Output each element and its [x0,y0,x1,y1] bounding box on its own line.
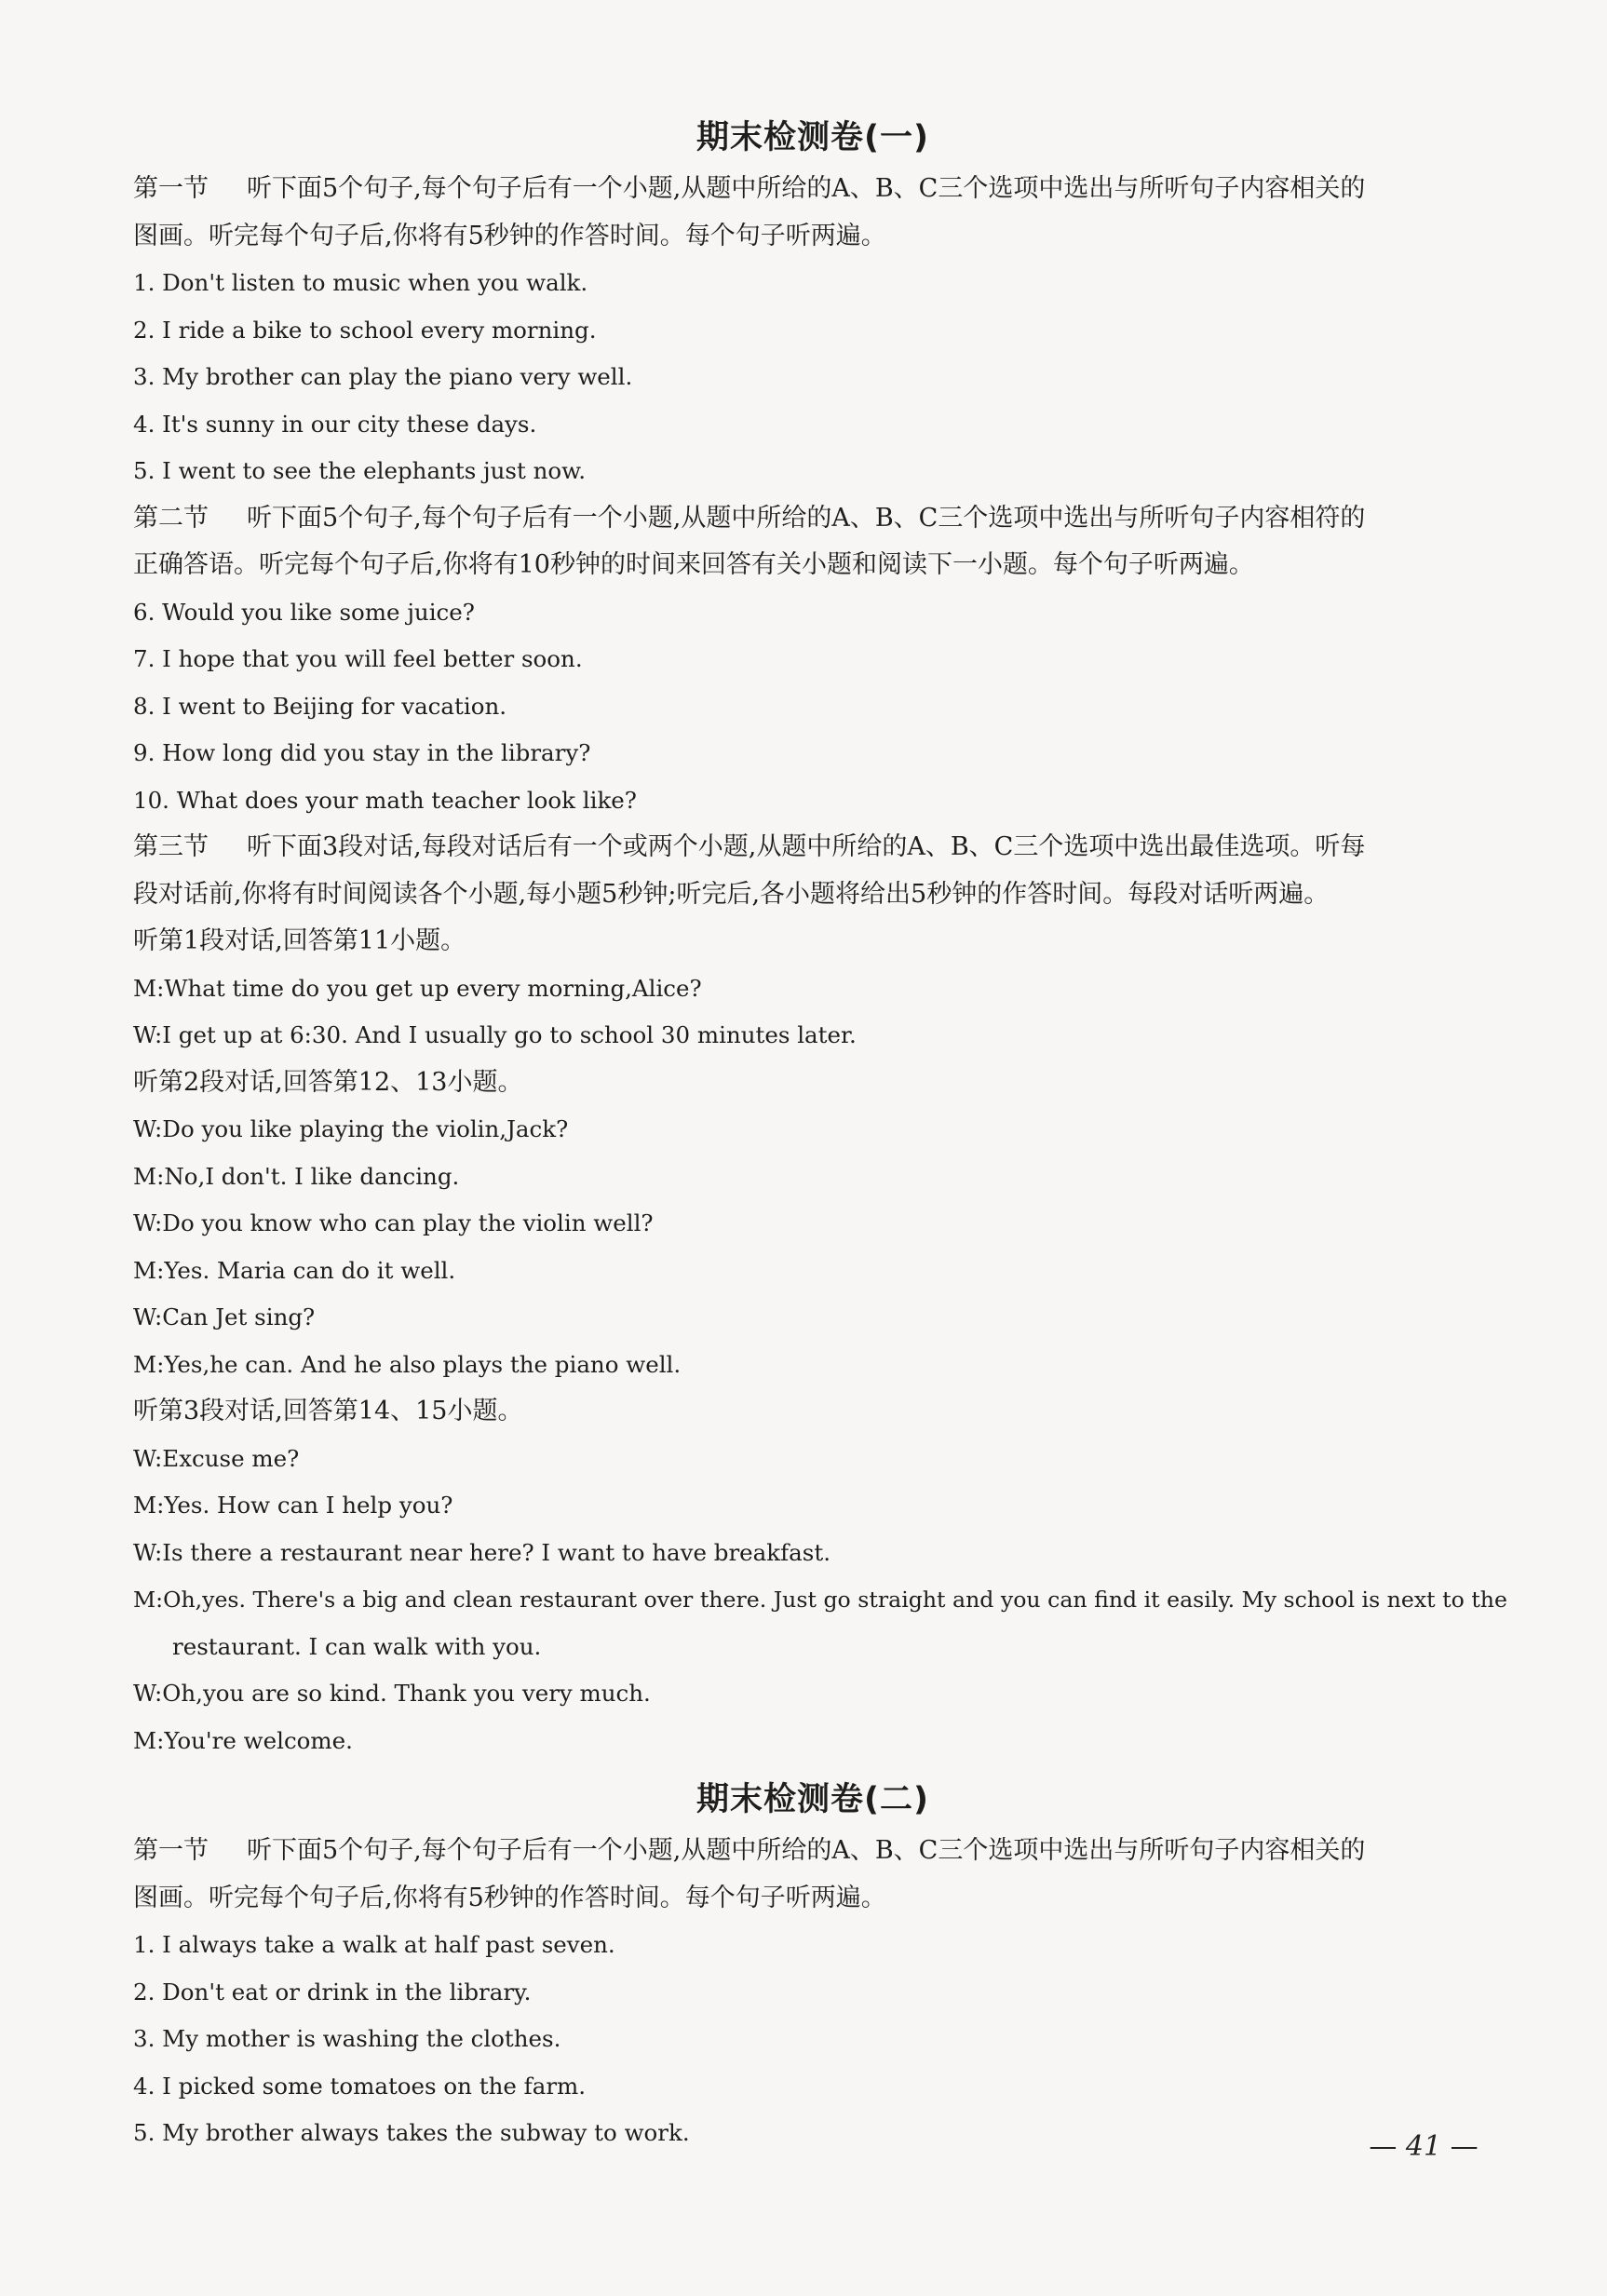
test1-part2-instruction [133,495,1492,543]
test1-part2-label: 第二节 [133,503,209,533]
dialog-line: M:What time do you get up every morning,Alice? [133,974,702,1002]
dialog-line: M:Yes. How can I help you? [133,1492,453,1519]
test1-part2-item: 6. Would you like some juice? [133,598,475,626]
test1-part3-instr-line1: 听下面3段对话,每段对话后有一个或两个小题,从题中所给的A、B、C三个选项中选出最佳选项。听每 [247,832,1366,861]
test1-part1-item: 2. I ride a bike to school every morning. [133,316,597,344]
dialog3-heading: 听第3段对话,回答第14、15小题。 [133,1397,523,1425]
page-number-dash-left: — [1369,2130,1406,2163]
page-number [1363,2130,1484,2163]
dialog-line: W:Oh,you are so kind. Thank you very much. [133,1680,651,1707]
page-number-dash-right: — [1441,2130,1479,2163]
test2-part1-instruction [133,1828,1492,1875]
test1-part1-label: 第一节 [133,174,209,203]
test1-part3-label: 第三节 [133,832,209,861]
test1-part1-item: 5. I went to see the elephants just now. [133,457,587,484]
test1-part1-instr-line1: 听下面5个句子,每个句子后有一个小题,从题中所给的A、B、C三个选项中选出与所听句子内容相关的 [247,174,1366,203]
dialog-line: W:Can Jet sing? [133,1303,316,1330]
test1-part2-instr-line2: 正确答语。听完每个句子后,你将有10秒钟的时间来回答有关小题和阅读下一小题。每个句子听两遍。 [133,550,1254,579]
dialog-line: M:Yes. Maria can do it well. [133,1256,456,1284]
test1-title: 期末检测卷(一) [696,119,929,156]
test2-part1-instr-line1: 听下面5个句子,每个句子后有一个小题,从题中所给的A、B、C三个选项中选出与所听句子内容相关的 [247,1836,1366,1865]
dialog-line: W:I get up at 6:30. And I usually go to school 30 minutes later. [133,1021,857,1048]
test1-part1-item: 3. My brother can play the piano very well. [133,363,633,390]
dialog1-heading: 听第1段对话,回答第11小题。 [133,926,466,955]
test1-part3-instr-line2: 段对话前,你将有时间阅读各个小题,每小题5秒钟;听完后,各小题将给出5秒钟的作答时间。每段对话听两遍。 [133,879,1330,909]
page-content [133,110,1507,2157]
dialog-line: W:Excuse me? [133,1444,300,1472]
dialog2-heading: 听第2段对话,回答第12、13小题。 [133,1067,523,1097]
test2-part1-instr-line2: 图画。听完每个句子后,你将有5秒钟的作答时间。每个句子听两遍。 [133,1883,886,1912]
test2-part1-item: 4. I picked some tomatoes on the farm. [133,2072,587,2100]
test1-part1-instr-line2: 图画。听完每个句子后,你将有5秒钟的作答时间。每个句子听两遍。 [133,221,886,250]
test2-part1-item: 2. Don't eat or drink in the library. [133,1978,532,2006]
dialog-line: W:Is there a restaurant near here? I want to have breakfast. [133,1538,831,1566]
dialog-line-continuation: restaurant. I can walk with you. [172,1632,542,1660]
test1-part1-instruction [133,166,1492,213]
test1-part3-instruction [133,824,1492,871]
dialog-line: M:No,I don't. I like dancing. [133,1162,460,1190]
test1-part2-item: 7. I hope that you will feel better soon. [133,645,583,672]
test1-part2-item: 10. What does your math teacher look like? [133,786,637,814]
dialog-line: M:Yes,he can. And he also plays the piano well. [133,1350,682,1378]
test2-title: 期末检测卷(二) [696,1781,929,1818]
test2-part1-item: 5. My brother always takes the subway to work. [133,2119,690,2146]
dialog-line: W:Do you know who can play the violin well? [133,1209,654,1236]
test2-part1-label: 第一节 [133,1836,209,1865]
test2-part1-item: 3. My mother is washing the clothes. [133,2025,561,2052]
test1-part2-instr-line1: 听下面5个句子,每个句子后有一个小题,从题中所给的A、B、C三个选项中选出与所听句子内容相符的 [247,503,1366,533]
dialog-line: W:Do you like playing the violin,Jack? [133,1115,569,1142]
test1-part1-item: 1. Don't listen to music when you walk. [133,269,588,296]
test2-part1-item: 1. I always take a walk at half past seven. [133,1931,615,1958]
test1-part1-item: 4. It's sunny in our city these days. [133,410,537,438]
dialog-line: M:Oh,yes. There's a big and clean restaurant over there. Just go straight and you can find it easily. My school is next to the [133,1587,1507,1613]
page-number-value: 41 [1405,2130,1442,2163]
test1-part2-item: 8. I went to Beijing for vacation. [133,692,507,720]
dialog-line: M:You're welcome. [133,1726,353,1754]
test1-part2-item: 9. How long did you stay in the library? [133,739,591,766]
